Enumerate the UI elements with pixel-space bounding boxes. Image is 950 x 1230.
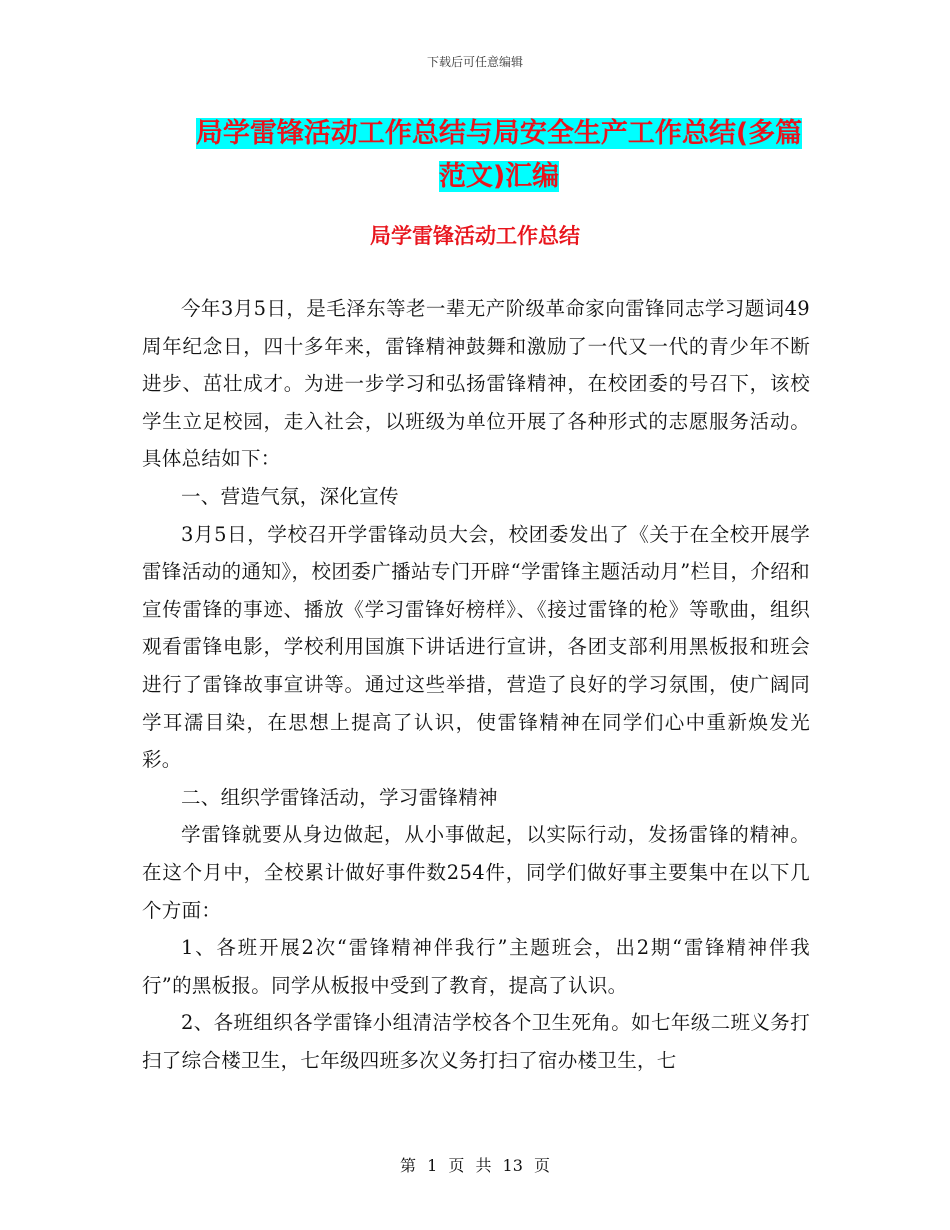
heading-one: 一、营造气氛，深化宣传: [181, 484, 399, 508]
document-title-text: 局学雷锋活动工作总结与局安全生产工作总结(多篇范文)汇编: [195, 118, 803, 192]
page-footer: 第 1 页 共 13 页: [400, 1156, 550, 1175]
paragraph-activities: 学雷锋就要从身边做起，从小事做起，以实际行动，发扬雷锋的精神。在这个月中，全校累计做好事件数254件，同学们做好事主要集中在以下几个方面：: [142, 823, 810, 922]
document-title: [186, 112, 812, 198]
header-note: 下载后可任意编辑: [426, 55, 523, 69]
document-body: [142, 290, 810, 1079]
paragraph-intro: 今年3月5日，是毛泽东等老一辈无产阶级革命家向雷锋同志学习题词49周年纪念日，四十多年来，雷锋精神鼓舞和激励了一代又一代的青少年不断进步、茁壮成才。为进一步学习和弘扬雷锋精神，在校团委的号召下，该校学生立足校园，走入社会，以班级为单位开展了各种形式的志愿服务活动。具体总结如下：: [142, 297, 810, 471]
list-item-2: 2、各班组织各学雷锋小组清洁学校各个卫生死角。如七年级二班义务打扫了综合楼卫生，七年级四班多次义务打扫了宿办楼卫生，七: [142, 1011, 810, 1072]
paragraph-publicity: 3月5日，学校召开学雷锋动员大会，校团委发出了《关于在全校开展学雷锋活动的通知》，校团委广播站专门开辟“学雷锋主题活动月”栏目，介绍和宣传雷锋的事迹、播放《学习雷锋好榜样》、《接过雷锋的枪》等歌曲，组织观看雷锋电影，学校利用国旗下讲话进行宣讲，各团支部利用黑板报和班会进行了雷锋故事宣讲等。通过这些举措，营造了良好的学习氛围，使广阔同学耳濡目染，在思想上提高了认识，使雷锋精神在同学们心中重新焕发光彩。: [142, 522, 810, 772]
list-item-1: 1、各班开展2次“雷锋精神伴我行”主题班会，出2期“雷锋精神伴我行”的黑板报。同学从板报中受到了教育，提高了认识。: [142, 936, 810, 997]
heading-two: 二、组织学雷锋活动，学习雷锋精神: [181, 785, 498, 809]
section-title: 局学雷锋活动工作总结: [370, 224, 580, 248]
